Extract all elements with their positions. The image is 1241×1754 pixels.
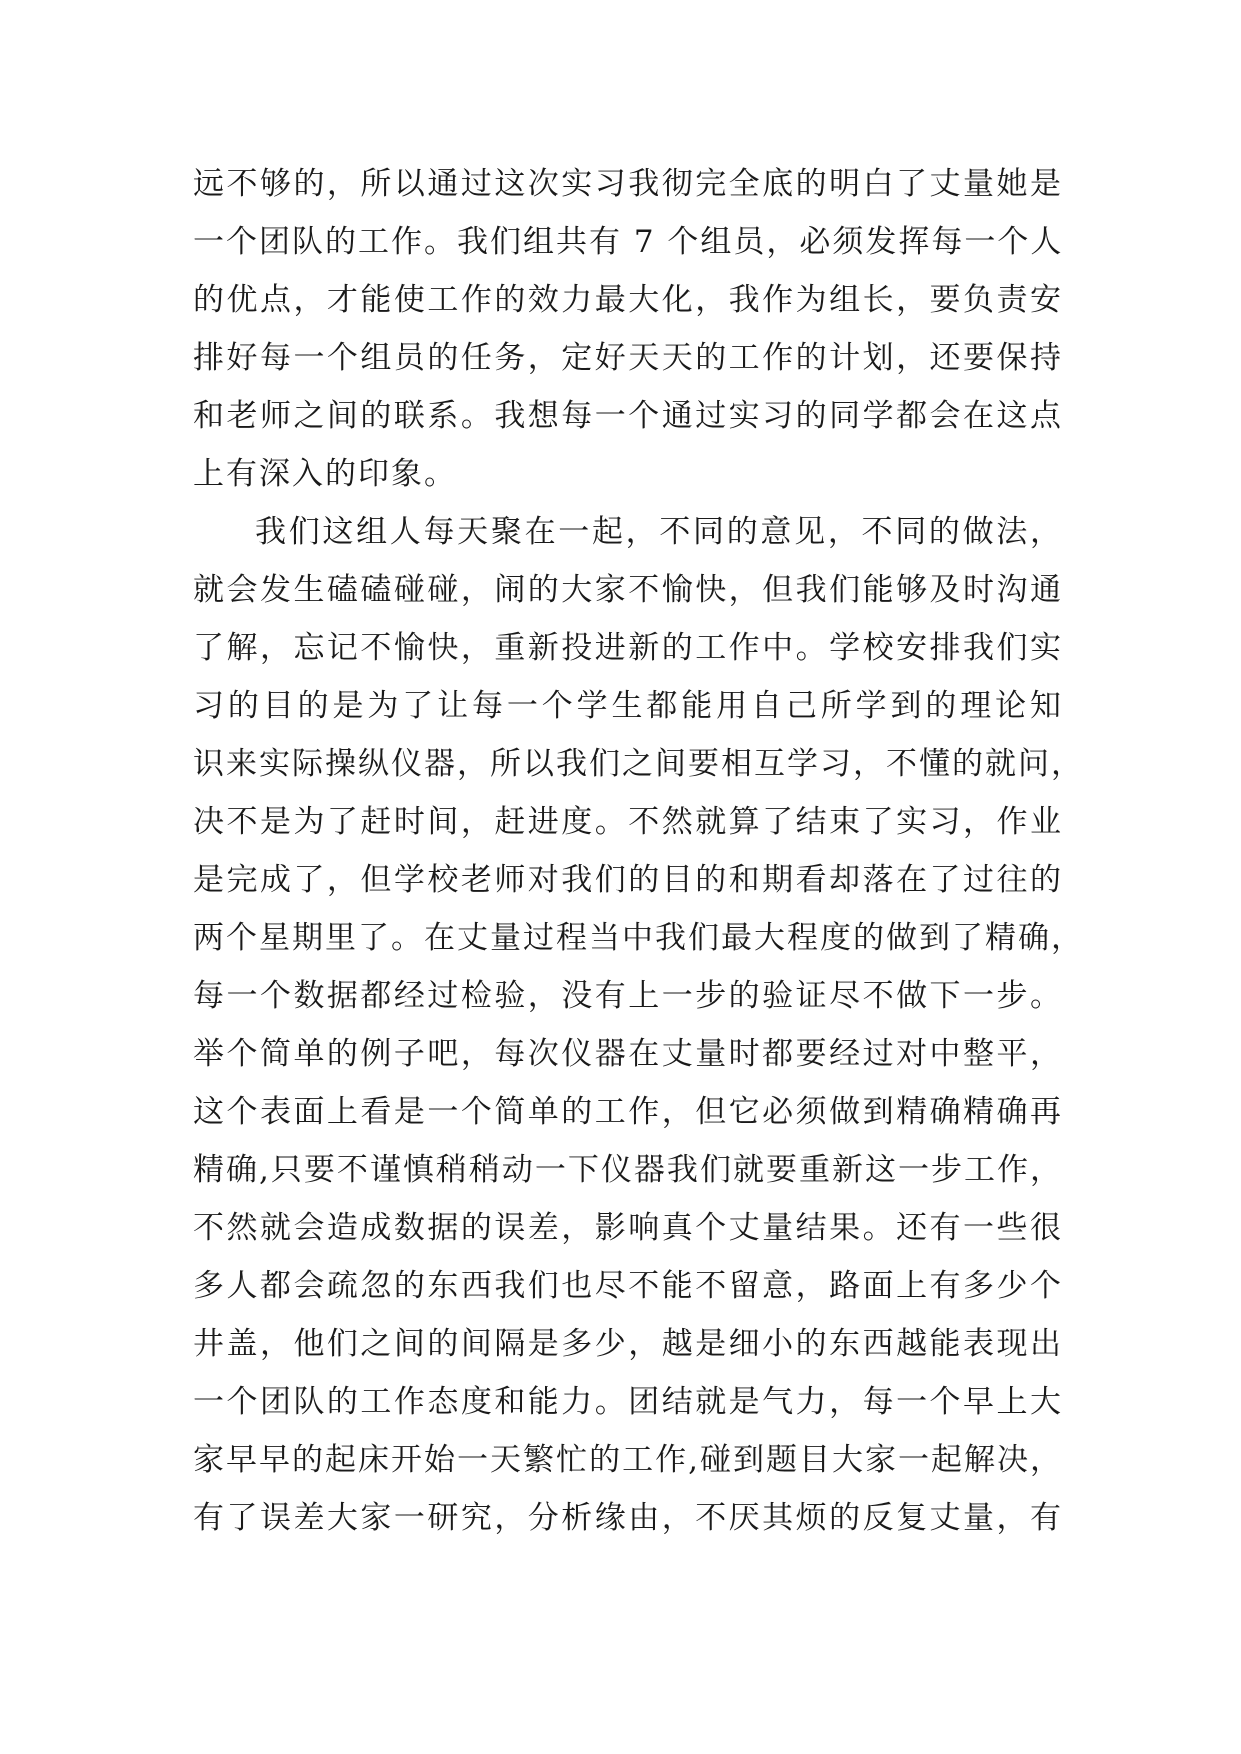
text-line: 两个星期里了。在丈量过程当中我们最大程度的做到了精确， <box>193 920 1084 956</box>
text-line: 多人都会疏忽的东西我们也尽不能不留意，路面上有多少个 <box>193 1268 1063 1304</box>
text-line: 是完成了，但学校老师对我们的目的和期看却落在了过往的 <box>193 862 1063 898</box>
text-line: 识来实际操纵仪器，所以我们之间要相互学习，不懂的就问， <box>193 746 1084 782</box>
text-line: 井盖，他们之间的间隔是多少，越是细小的东西越能表现出 <box>193 1326 1063 1362</box>
text-line: 就会发生磕磕碰碰，闹的大家不愉快，但我们能够及时沟通 <box>193 572 1063 608</box>
text-line: 家早早的起床开始一天繁忙的工作,碰到题目大家一起解决， <box>193 1442 1063 1478</box>
text-line: 了解，忘记不愉快，重新投进新的工作中。学校安排我们实 <box>193 630 1063 666</box>
text-line: 精确,只要不谨慎稍稍动一下仪器我们就要重新这一步工作， <box>193 1152 1063 1188</box>
text-line: 这个表面上看是一个简单的工作，但它必须做到精确精确再 <box>193 1094 1063 1130</box>
body-text <box>193 155 1084 1547</box>
text-line: 有了误差大家一研究，分析缘由，不厌其烦的反复丈量，有 <box>193 1500 1063 1536</box>
text-line: 上有深入的印象。 <box>193 456 457 492</box>
text-line: 一个团队的工作。我们组共有 7 个组员，必须发挥每一个人 <box>193 224 1064 260</box>
text-line: 的优点，才能使工作的效力最大化，我作为组长，要负责安 <box>193 282 1063 318</box>
text-line: 远不够的，所以通过这次实习我彻完全底的明白了丈量她是 <box>193 166 1063 202</box>
text-line: 每一个数据都经过检验，没有上一步的验证尽不做下一步。 <box>193 978 1063 1014</box>
text-line: 不然就会造成数据的误差，影响真个丈量结果。还有一些很 <box>193 1210 1063 1246</box>
text-line: 决不是为了赶时间，赶进度。不然就算了结束了实习，作业 <box>193 804 1063 840</box>
text-line: 习的目的是为了让每一个学生都能用自己所学到的理论知 <box>193 688 1063 724</box>
paragraph-1 <box>193 155 1063 503</box>
text-line: 一个团队的工作态度和能力。团结就是气力，每一个早上大 <box>193 1384 1063 1420</box>
text-line: 我们这组人每天聚在一起，不同的意见，不同的做法， <box>255 514 1063 550</box>
paragraph-2 <box>193 503 1084 1547</box>
text-line: 举个简单的例子吧，每次仪器在丈量时都要经过对中整平， <box>193 1036 1063 1072</box>
text-line: 排好每一个组员的任务，定好天天的工作的计划，还要保持 <box>193 340 1063 376</box>
text-line: 和老师之间的联系。我想每一个通过实习的同学都会在这点 <box>193 398 1063 434</box>
